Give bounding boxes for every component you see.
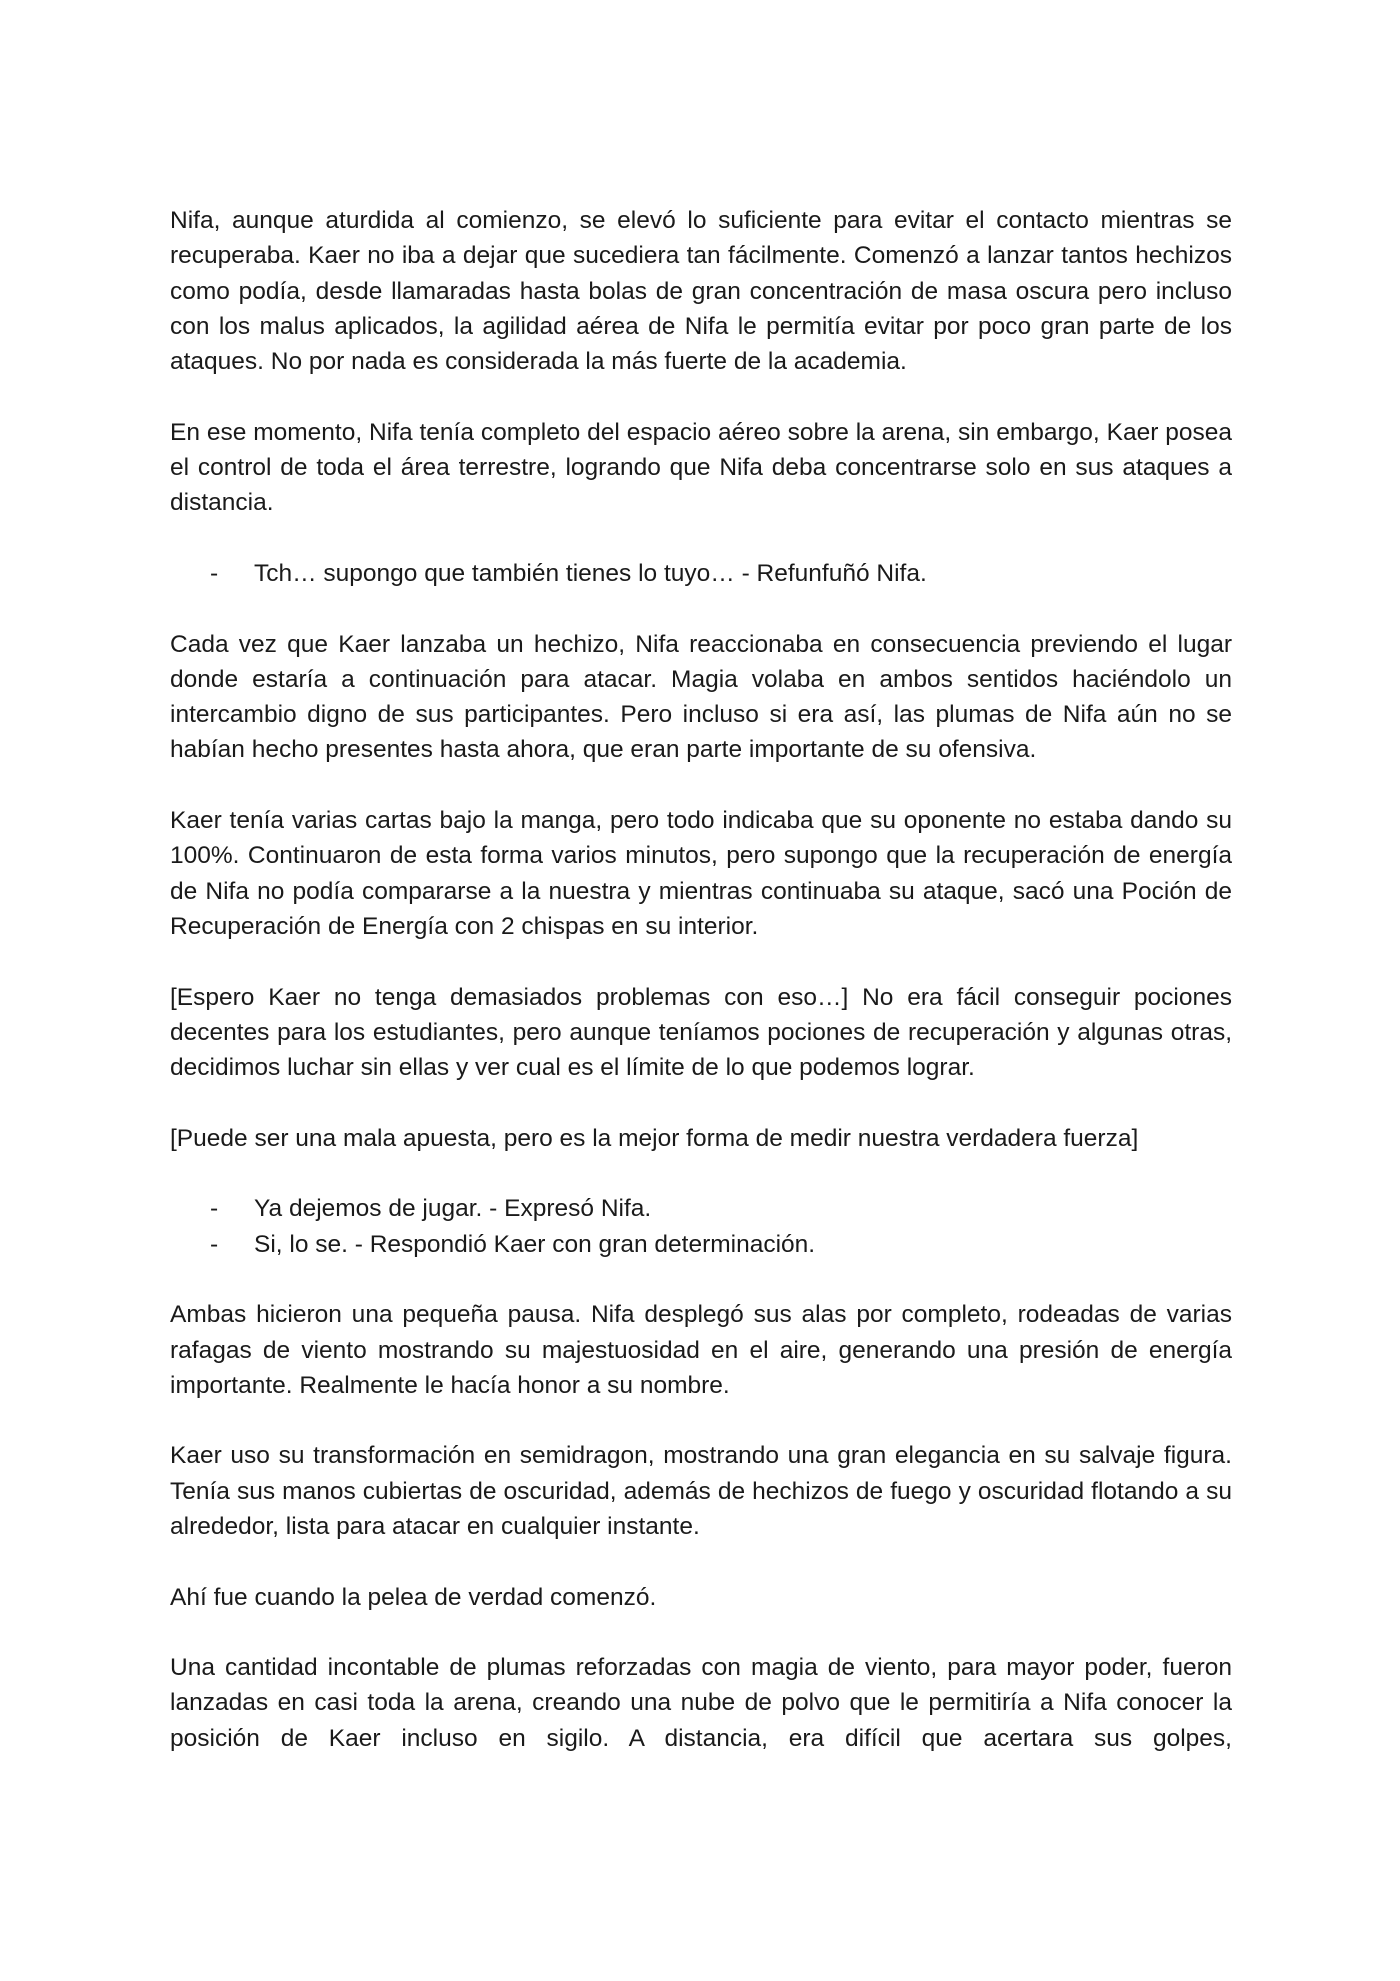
paragraph: [Puede ser una mala apuesta, pero es la mejor forma de medir nuestra verdadera fuerza] [170, 1124, 1139, 1152]
dialogue-list [170, 556, 1232, 591]
dialogue-text: Si, lo se. - Respondió Kaer con gran determinación. [254, 1230, 816, 1258]
paragraph: Una cantidad incontable de plumas reforzadas con magia de viento, para mayor poder, fueron lanzadas en casi toda la arena, creando una nube de polvo que le permitiría a Nifa conocer la posición de Kaer incluso en sigilo. A distancia, era difícil que acertara sus golpes, [170, 1654, 1232, 1752]
dialogue-line [170, 556, 1232, 591]
paragraph: Kaer uso su transformación en semidragon, mostrando una gran elegancia en su salvaje figura. Tenía sus manos cubiertas de oscuridad, además de hechizos de fuego y oscuridad flotando a su alrededor, lista para atacar en cualquier instante. [170, 1442, 1232, 1540]
dialogue-line [170, 1227, 1232, 1262]
paragraph: Ahí fue cuando la pelea de verdad comenzó. [170, 1583, 657, 1611]
paragraph: Kaer tenía varias cartas bajo la manga, pero todo indicaba que su oponente no estaba dando su 100%. Continuaron de esta forma varios minutos, pero supongo que la recuperación de energía de Nifa no podía compararse a la nuestra y mientras continuaba su ataque, sacó una Poción de Recuperación de Energía con 2 chispas en su interior. [170, 807, 1232, 940]
dialogue-dash: - [210, 559, 219, 587]
dialogue-line [170, 1191, 1232, 1226]
paragraph: Nifa, aunque aturdida al comienzo, se elevó lo suficiente para evitar el contacto mientras se recuperaba. Kaer no iba a dejar que sucediera tan fácilmente. Comenzó a lanzar tantos hechizos como podía, desde llamaradas hasta bolas de gran concentración de masa oscura pero incluso con los malus aplicados, la agilidad aérea de Nifa le permitía evitar por poco gran parte de los ataques. No por nada es considerada la más fuerte de la academia. [170, 207, 1232, 376]
paragraph: Ambas hicieron una pequeña pausa. Nifa desplegó sus alas por completo, rodeadas de varias rafagas de viento mostrando su majestuosidad en el aire, generando una presión de energía importante. Realmente le hacía honor a su nombre. [170, 1301, 1232, 1399]
dialogue-text: Ya dejemos de jugar. - Expresó Nifa. [254, 1195, 652, 1223]
paragraph: [Espero Kaer no tenga demasiados problemas con eso…] No era fácil conseguir pociones decentes para los estudiantes, pero aunque teníamos pociones de recuperación y algunas otras, decidimos luchar sin ellas y ver cual es el límite de lo que podemos lograr. [170, 983, 1232, 1082]
dialogue-dash: - [210, 1195, 219, 1223]
dialogue-text: Tch… supongo que también tienes lo tuyo… - Refunfuñó Nifa. [254, 559, 927, 587]
dialogue-list [170, 1191, 1232, 1262]
document-body [170, 203, 1232, 1791]
dialogue-dash: - [210, 1230, 219, 1258]
paragraph: Cada vez que Kaer lanzaba un hechizo, Nifa reaccionaba en consecuencia previendo el lugar donde estaría a continuación para atacar. Magia volaba en ambos sentidos haciéndolo un intercambio digno de sus participantes. Pero incluso si era así, las plumas de Nifa aún no se habían hecho presentes hasta ahora, que eran parte importante de su ofensiva. [170, 630, 1232, 764]
paragraph: En ese momento, Nifa tenía completo del espacio aéreo sobre la arena, sin embargo, Kaer posea el control de toda el área terrestre, logrando que Nifa deba concentrarse solo en sus ataques a distancia. [170, 418, 1232, 517]
